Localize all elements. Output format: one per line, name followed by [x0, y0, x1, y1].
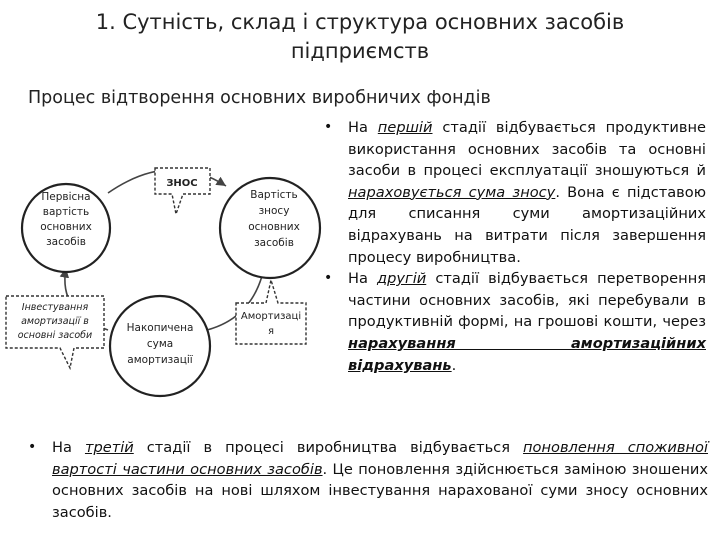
- callout-wear: [155, 168, 210, 214]
- bullet-list-right: [320, 117, 706, 376]
- stage3-tail: . Це поновлення здійснюється заміною зношених основних засобів на нові шляхом інвестування нарахованої суми зносу основних засобів.: [52, 460, 708, 521]
- bullet-dot: •: [28, 439, 37, 455]
- stage3-ordinal: третій: [84, 439, 134, 456]
- stage3-prefix: На: [52, 439, 85, 456]
- stage2-stage-word: стадії: [426, 270, 480, 288]
- callout-depreciation-line-1: Амортизаці: [240, 311, 302, 322]
- stage1-ordinal: першій: [377, 119, 433, 136]
- callout-depreciation-line-2: я: [267, 326, 275, 337]
- node-initial-line-4: засобів: [46, 236, 86, 248]
- node-accumulated-line-1: Накопичена: [126, 322, 194, 334]
- stage1-body: відбувається продуктивне використання основних засобів та основні засоби в процесі експлуатації зношуються й: [348, 119, 706, 180]
- node-accumulated-line-2: сума: [146, 338, 174, 350]
- callout-investment-line-3: основні засоби: [17, 330, 93, 341]
- stage2-tail: .: [451, 356, 457, 374]
- reproduction-cycle-diagram: [0, 118, 333, 428]
- node-accumulated-line-3: амортизації: [127, 354, 193, 366]
- callout-wear-text: ЗНОС: [166, 178, 198, 189]
- bullet-list-bottom: [24, 437, 708, 523]
- stage1-prefix: На: [348, 119, 378, 136]
- stage1-emphasis: нараховується сума зносу: [348, 183, 556, 201]
- bullet-stage-3: [24, 437, 708, 523]
- stage3-stage-word: стадії: [133, 439, 191, 456]
- stage2-emphasis: нарахування амортизаційних відрахувань: [348, 334, 706, 374]
- bullet-dot: •: [324, 119, 333, 135]
- callout-investment-line-2: амортизації в: [21, 316, 89, 327]
- node-initial-line-2: вартість: [42, 206, 90, 218]
- stage1-stage-word: стадії: [432, 119, 487, 136]
- bullet-stage-1: [320, 117, 706, 268]
- stage1-tail: . Вона є підставою для списання суми амортизаційних відрахувань на витрати після завершення процесу виробництва.: [348, 183, 706, 266]
- bullet-stage-2: [320, 268, 706, 376]
- bullet-dot: •: [324, 270, 333, 287]
- stage2-ordinal: другій: [377, 270, 427, 288]
- node-initial-line-3: основних: [40, 221, 92, 233]
- node-wear-line-1: Вартість: [250, 189, 298, 201]
- node-wear-line-3: основних: [248, 221, 300, 233]
- stage3-emphasis: поновлення споживної вартості частини основних засобів: [52, 439, 708, 478]
- callout-investment-line-1: Інвестування: [21, 302, 89, 313]
- slide-title: 1. Сутність, склад і структура основних засобів підприємств: [95, 10, 625, 63]
- node-wear-line-4: засобів: [254, 237, 294, 249]
- stage2-prefix: На: [348, 270, 378, 288]
- stage3-body: в процесі виробництва відбувається: [190, 439, 524, 456]
- node-wear-line-2: зносу: [258, 205, 290, 217]
- slide-subtitle: Процес відтворення основних виробничих фондів: [28, 88, 491, 108]
- stage2-body: відбувається перетворення частини основних засобів, які перебували в продуктивній формі, на грошові кошти, через: [348, 270, 707, 331]
- node-initial-line-1: Первісна: [41, 191, 91, 203]
